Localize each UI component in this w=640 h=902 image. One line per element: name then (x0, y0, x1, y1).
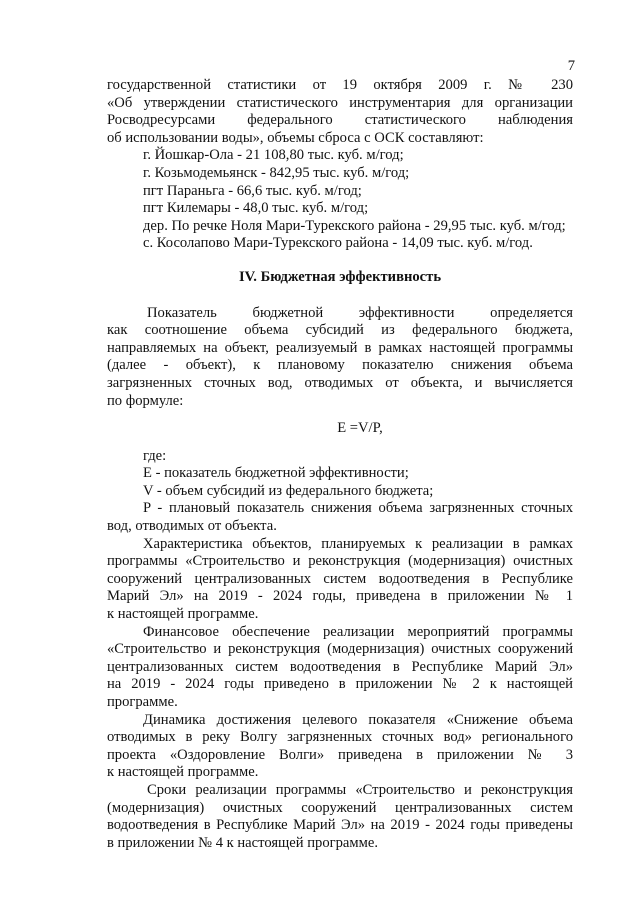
text-line: Росводресурсами федерального статистического наблюдения (107, 112, 573, 129)
formula-definitions (107, 448, 573, 536)
definition-item: E - показатель бюджетной эффективности; (143, 465, 409, 482)
list-item: г. Козьмодемьянск - 842,95 тыс. куб. м/год; (143, 164, 410, 181)
page-number: 7 (567, 58, 575, 74)
text-line: направляемых на объект, реализуемый в рамках настоящей программы (107, 339, 573, 356)
formula: E =V/P, (337, 420, 383, 437)
text-line: (модернизация) очистных сооружений централизованных систем (107, 799, 573, 816)
paragraph-timelines (107, 782, 573, 852)
text-line: в приложении № 4 к настоящей программе. (107, 834, 378, 851)
text-line: загрязненных сточных вод, отводимых от объекта, и вычисляется (107, 374, 573, 391)
text-line: как соотношение объема субсидий из федерального бюджета, (107, 322, 573, 339)
text-line: к настоящей программе. (107, 764, 259, 781)
text-line: Динамика достижения целевого показателя «Снижение объема (143, 711, 573, 728)
definition-item-continuation: вод, отводимых от объекта. (107, 518, 277, 535)
paragraph-statistics-continuation (107, 77, 573, 147)
text-line: «Строительство и реконструкция (модернизация) очистных сооружений (107, 641, 573, 658)
text-line: программы «Строительство и реконструкция (модернизация) очистных (107, 553, 573, 570)
text-line: Характеристика объектов, планируемых к реализации в рамках (143, 535, 573, 552)
text-line: отводимых в реку Волгу загрязненных сточных вод» регионального (107, 729, 573, 746)
where-label: где: (143, 447, 167, 464)
text-line: централизованных систем водоотведения в Республике Марий Эл» (107, 658, 573, 675)
text-line: к настоящей программе. (107, 606, 259, 623)
paragraph-target-dynamics (107, 712, 573, 782)
text-line: (далее - объект), к плановому показателю снижения объема (107, 357, 573, 374)
list-item: г. Йошкар-Ола - 21 108,80 тыс. куб. м/год; (143, 147, 404, 164)
definition-item: P - плановый показатель снижения объема загрязненных сточных (143, 500, 573, 517)
document-body (107, 77, 573, 852)
paragraph-financing (107, 624, 573, 712)
text-line: на 2019 - 2024 годы приведено в приложении № 2 к настоящей (107, 676, 573, 693)
paragraph-budget-efficiency (107, 305, 573, 411)
list-item: с. Косолапово Мари-Турекского района - 14,09 тыс. куб. м/год. (143, 235, 533, 252)
text-line: водоотведения в Республике Марий Эл» на 2019 - 2024 годы приведены (107, 817, 573, 834)
text-line: Показатель бюджетной эффективности определяется (147, 304, 573, 321)
list-item: дер. По речке Ноля Мари-Турекского района - 29,95 тыс. куб. м/год; (143, 217, 566, 234)
text-line: Марий Эл» на 2019 - 2024 годы, приведена в приложении № 1 (107, 588, 573, 605)
section-heading: IV. Бюджетная эффективность (238, 268, 442, 285)
text-line: проекта «Оздоровление Волги» приведена в приложении № 3 (107, 746, 573, 763)
list-item: пгт Параньга - 66,6 тыс. куб. м/год; (143, 182, 362, 199)
text-line: сооружений централизованных систем водоотведения в Республике (107, 570, 573, 587)
text-line: Сроки реализации программы «Строительство и реконструкция (147, 781, 573, 798)
paragraph-objects-characteristics (107, 536, 573, 624)
definition-item: V - объем субсидий из федерального бюджета; (143, 482, 434, 499)
text-line: программе. (107, 694, 178, 710)
text-line: Финансовое обеспечение реализации мероприятий программы (143, 623, 573, 640)
discharge-volume-list (107, 147, 573, 253)
text-line: по формуле: (107, 392, 184, 409)
text-line: об использовании воды», объемы сброса с ОСК составляют: (107, 129, 484, 146)
text-line: «Об утверждении статистического инструментария для организации (107, 94, 573, 111)
list-item: пгт Килемары - 48,0 тыс. куб. м/год; (143, 200, 369, 217)
text-line: государственной статистики от 19 октября 2009 г. № 230 (107, 77, 573, 93)
